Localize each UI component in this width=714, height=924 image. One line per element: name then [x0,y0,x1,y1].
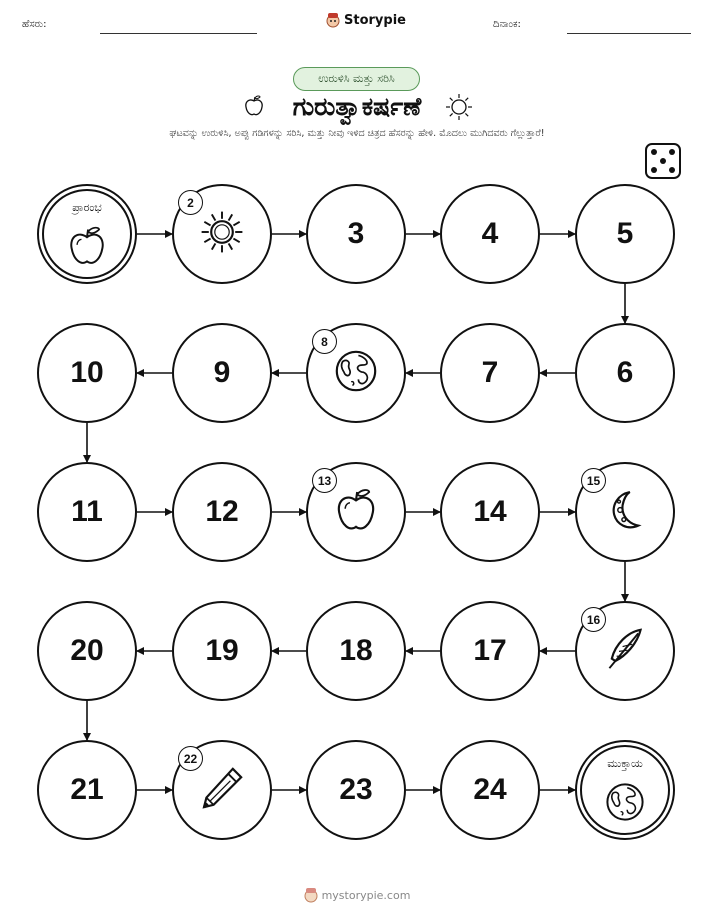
board-space-23 [306,740,406,840]
board-space-12 [172,462,272,562]
space-number: 9 [213,356,231,389]
space-number: 6 [616,356,634,389]
board-space-3 [306,184,406,284]
space-number: 24 [473,773,507,806]
space-number: 17 [473,634,507,667]
board-space-16 [575,601,675,701]
board-space-8 [306,323,406,423]
space-number-badge: 8 [312,329,337,354]
space-number-badge: 15 [581,468,606,493]
space-number-badge: 13 [312,468,337,493]
board-space-9 [172,323,272,423]
pencil-icon [198,764,246,816]
start-label: ಪ್ರಾರಂಭ [72,201,102,214]
space-number: 14 [473,495,507,528]
storypie-mascot-icon [304,887,318,903]
space-number-badge: 16 [581,607,606,632]
space-number: 7 [481,356,499,389]
space-number: 10 [70,356,104,389]
apple-icon [37,224,137,268]
date-label: ದಿನಾಂಕ: [493,19,521,30]
space-number: 11 [71,495,103,528]
board-space-14 [440,462,540,562]
space-number: 4 [481,217,499,250]
space-number: 20 [70,634,104,667]
space-number-badge: 2 [178,190,203,215]
board-space-19 [172,601,272,701]
space-number: 12 [205,495,239,528]
board-space-11 [37,462,137,562]
space-number: 23 [339,773,373,806]
board-space-6 [575,323,675,423]
footer-url: mystorypie.com [321,888,411,902]
space-number: 18 [339,634,373,667]
board-space-18 [306,601,406,701]
board-space-21 [37,740,137,840]
start-space [37,184,137,284]
space-number: 5 [616,217,634,250]
moon-icon [601,486,649,538]
board-space-15 [575,462,675,562]
board-space-2 [172,184,272,284]
space-number: 21 [70,773,104,806]
activity-badge: ಉರುಳಿಸಿ ಮತ್ತು ಸರಿಸಿ [293,67,420,91]
brand-name: Storypie [344,12,406,28]
space-number: 19 [205,634,239,667]
board-space-4 [440,184,540,284]
board-space-13 [306,462,406,562]
sun-icon [198,208,246,260]
board-space-7 [440,323,540,423]
space-number: 3 [347,217,365,250]
earth-icon [575,780,675,824]
name-label: ಹೆಸರು: [22,19,47,30]
board-space-22 [172,740,272,840]
page-title: ಗುರುತ್ವಾಕರ್ಷಣೆ [292,92,422,121]
board-space-10 [37,323,137,423]
earth-icon [332,347,380,399]
finish-label: ಮುಕ್ತಾಯ [607,757,643,770]
space-number-badge: 22 [178,746,203,771]
board-space-5 [575,184,675,284]
feather-icon [601,625,649,677]
finish-space [575,740,675,840]
footer [0,887,714,903]
board-space-17 [440,601,540,701]
apple-icon [332,486,380,538]
board-space-24 [440,740,540,840]
board-space-20 [37,601,137,701]
instructions: ಘಟವನ್ನು ಉರುಳಿಸಿ, ಅಪ್ಪು ಗಡಿಗಳನ್ನು ಸರಿಸಿ, ಮತ್ತು ನೀವು ಇಳಿದ ಚಿತ್ರದ ಹೆಸರನ್ನು ಹೇಳಿ. ಮೊದಲು ಮುಗಿದವರು ಗೆಲ್ಲುತ್ತಾರೆ! [169,128,545,139]
